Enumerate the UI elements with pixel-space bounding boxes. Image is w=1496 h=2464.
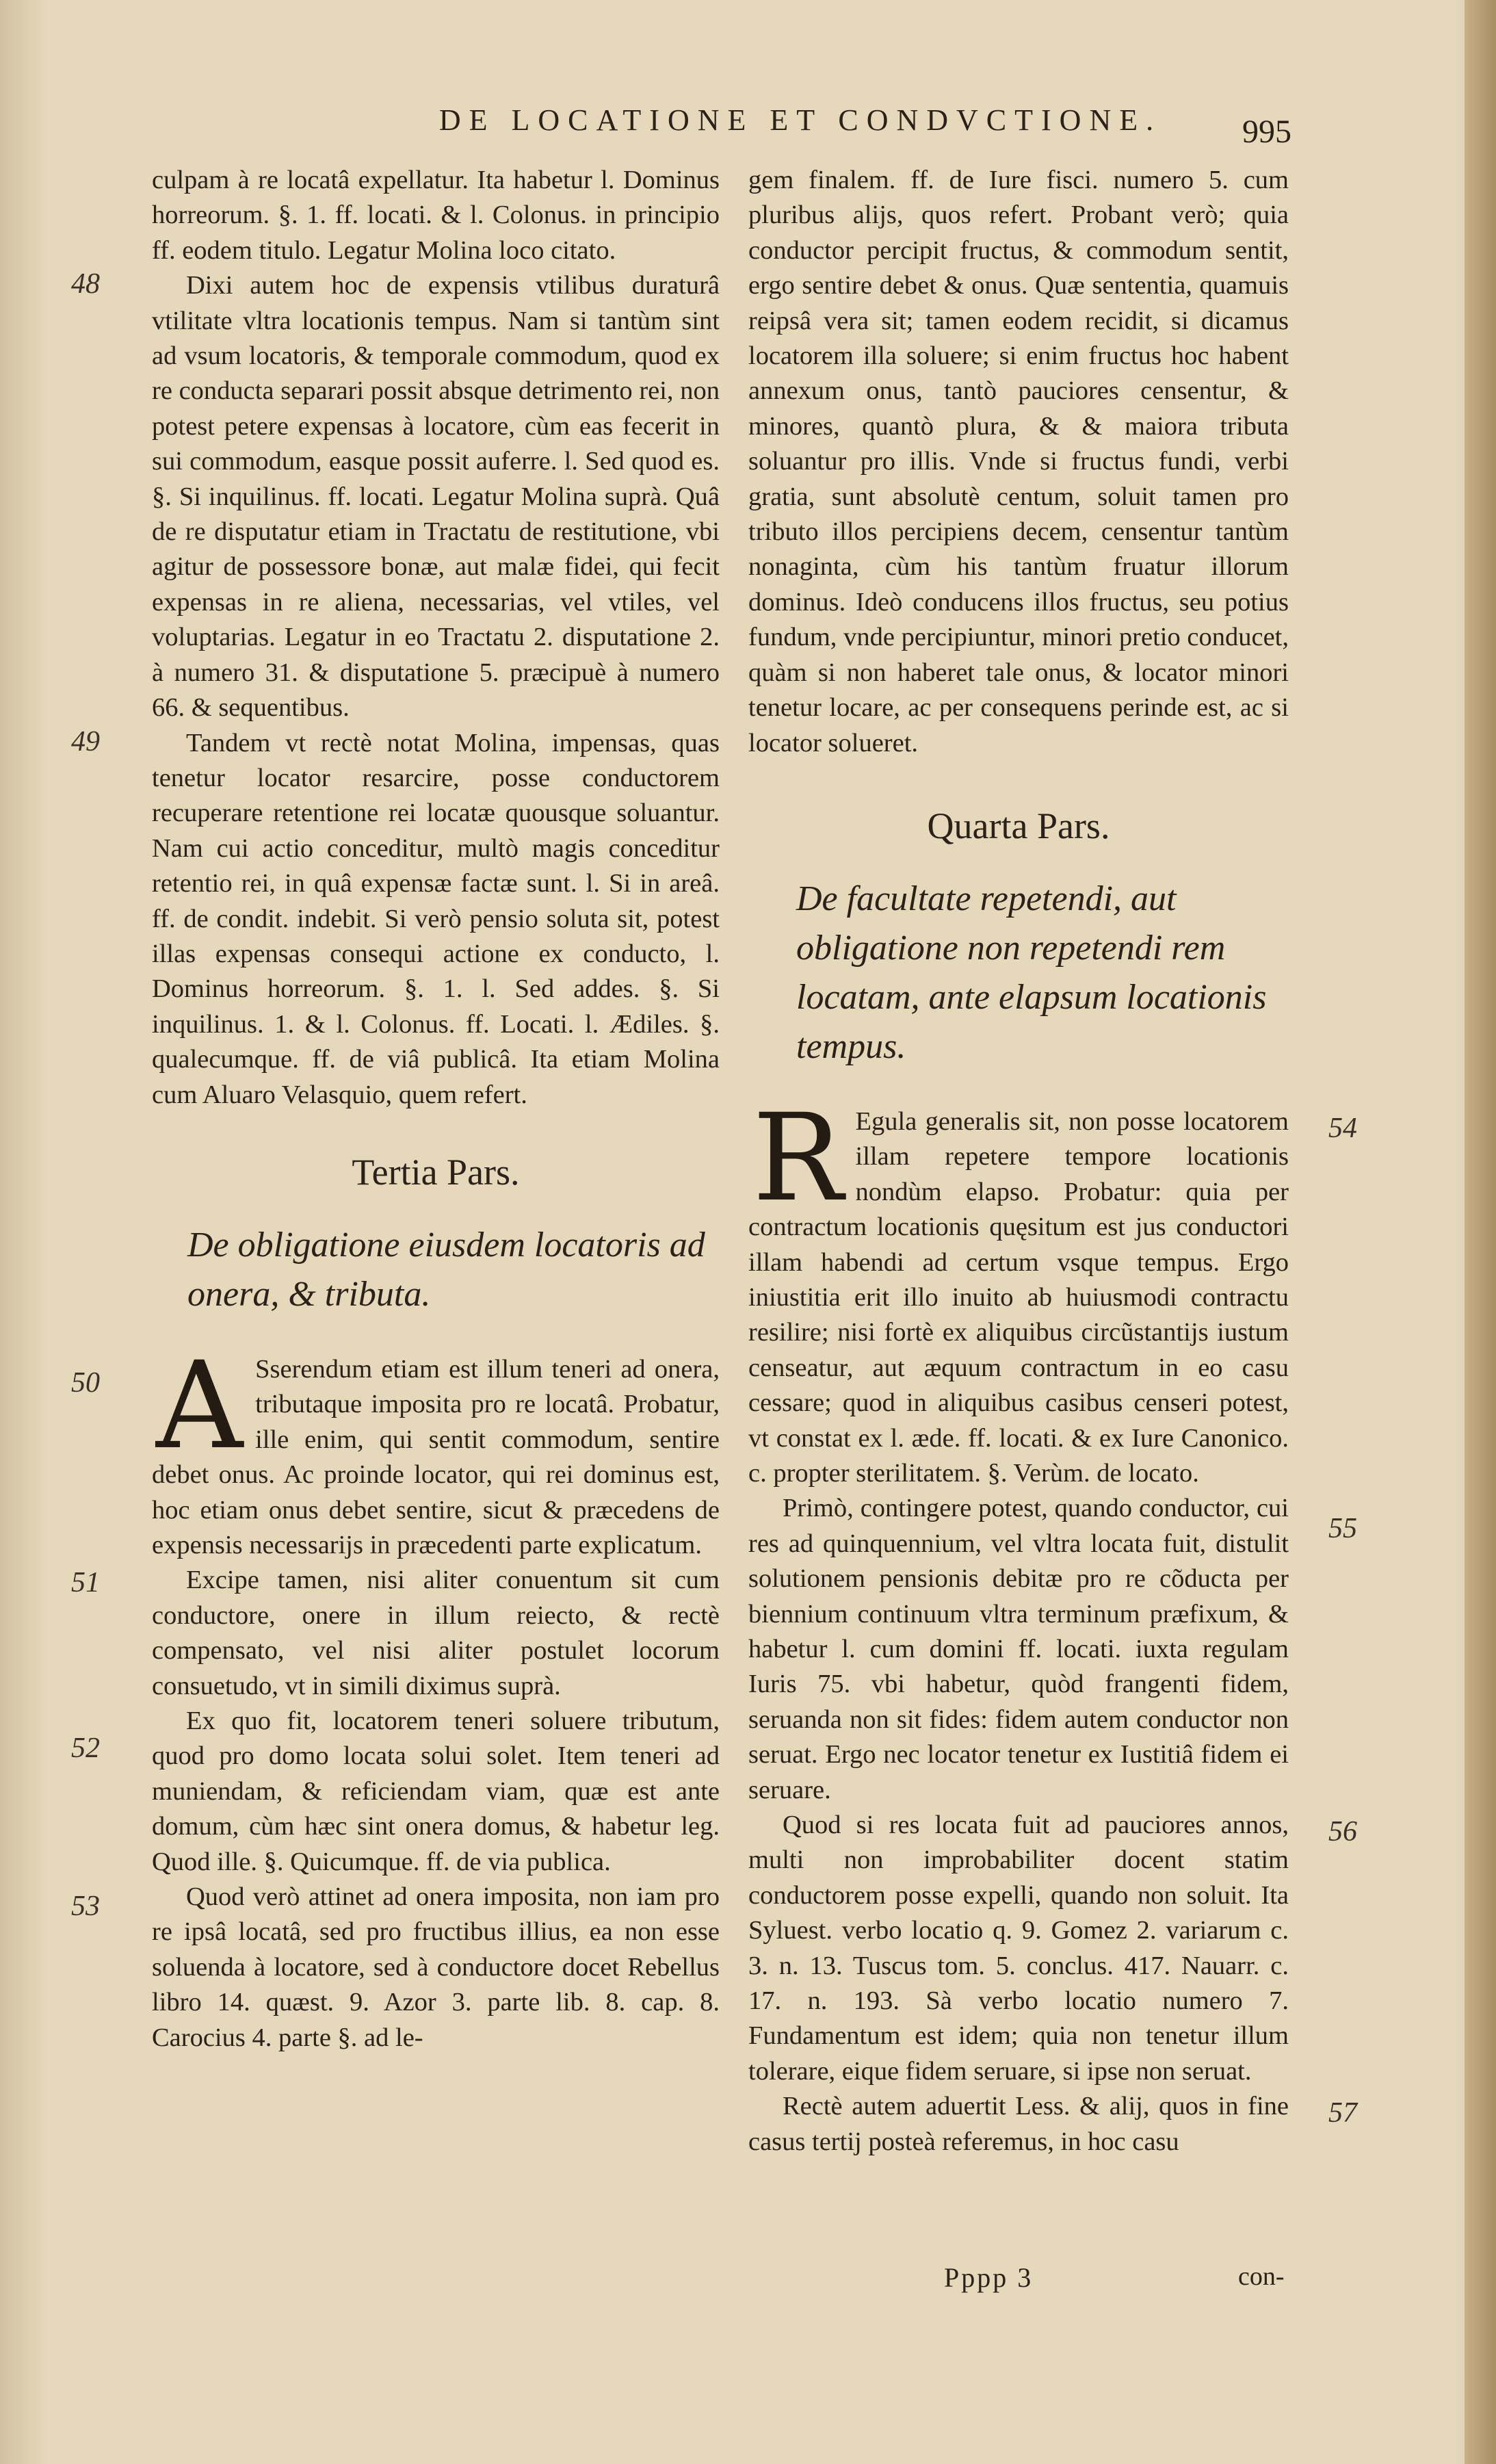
right-column [748,163,1357,2160]
margin-number: 51 [71,1567,100,1599]
margin-number: 49 [71,725,100,757]
paragraph-text: gem finalem. ff. de Iure fisci. numero 5. cum pluribus alijs, quos refert. Probant verò; quia conductor percipit fructus, & commodum sentit, ergo sentire debet & onus. Quæ sententia, quamuis reipsâ vera sit; tamen eodem recidit, si dicamus locatorem illa soluere; si enim fructus hoc habent annexum onus, tantò pauciores censentur, & minores, quantò plura, & & maiora tributa soluantur pro illis. Vnde si fructus fundi, verbi gratia, sunt absolutè centum, soluit tamen pro tributo illos percipiens decem, censentur tantùm nonaginta, cùm his tantùm fruatur illorum dominus. Ideò conducens illos fructus, seu potius fundum, vnde percipiuntur, minori pretio conducet, quàm si non haberet tale onus, & locator minori tenetur locare, ac per consequens perinde est, ac si locator solueret. [748,166,1289,757]
paragraph [71,268,720,725]
paragraph-text: Quod verò attinet ad onera imposita, non iam pro re ipsâ locatâ, sed pro fructibus illius, ea non esse soluenda à locatore, sed à conductore docet Rebellus libro 14. quæst. 9. Azor 3. parte lib. 8. cap. 8. Carocius 4. parte §. ad le- [152,1882,720,2052]
section-subtitle: De obligatione eiusdem locatoris ad onera, & tributa. [187,1225,705,1314]
drop-cap: R [752,1087,843,1228]
left-column [71,163,720,2056]
paragraph [748,1808,1357,2089]
margin-number: 55 [1328,1513,1357,1545]
paragraph-text: culpam à re locatâ expellatur. Ita habetur l. Dominus horreorum. §. 1. ff. locati. & l. Colonus. in principio ff. eodem titulo. Legatur Molina loco citato. [152,166,720,265]
paragraph [748,2089,1357,2160]
paragraph [748,1087,1357,1491]
paragraph-text: Rectè autem aduertit Less. & alij, quos in fine casus tertij posteà referemus, in hoc casu [748,2092,1289,2156]
paragraph-text: Primò, contingere potest, quando conductor, cui res ad quinquennium, vel vltra locata fuit, distulit solutionem pensionis debitæ pro re cõducta per biennium continuum vltra terminum præfixum, & habetur l. cum domini ff. locati. iuxta regulam Iuris 75. vbi habetur, quòd frangenti fidem, seruanda non sit fides: fidem autem conductor non seruat. Ergo nec locator tenetur ex Iustitiâ fidem ei seruare. [748,1494,1289,1804]
paragraph [71,1563,720,1704]
paragraph-text: Quod si res locata fuit ad pauciores annos, multi non improbabiliter docent statim conductorem posse expelli, quando non soluit. Ita Syluest. verbo locatio q. 9. Gomez 2. variarum c. 3. n. 13. Tuscus tom. 5. conclus. 417. Nauarr. c. 17. n. 193. Sà verbo locatio numero 7. Fundamentum est idem; quia non tenetur illum tolerare, eique fidem seruare, si ipse non seruat. [748,1811,1289,2086]
paragraph [71,1704,720,1880]
paragraph [71,1880,720,2056]
page-number: 995 [1242,114,1291,150]
paragraph-text: Egula generalis sit, non posse locatorem illam repetere tempore locationis nondùm elapso. Probatur: quia per contractum locationis quęsitum est jus conductori illam habendi ad certum vsque tempus. Ergo iniustitia erit illo inuito ab huiusmodi contractu resilire; nisi fortè ex aliquibus circũstantijs iustum censeatur, aut æquum contractum in eo casu cessare; quod in aliquibus casibus censeri potest, vt constat ex l. æde. ff. locati. & ex Iure Canonico. c. propter sterilitatem. §. Verùm. de locato. [748,1106,1289,1488]
paragraph [152,163,720,268]
signature-mark: Pppp 3 [944,2262,1034,2293]
margin-number: 57 [1328,2097,1357,2129]
paragraph-text: Dixi autem hoc de expensis vtilibus duraturâ vtilitate vltra locationis tempus. Nam si tantùm sint ad vsum locatoris, & temporale commodum, quod ex re conducta separari possit absque detrimento rei, non potest petere expensas à locatore, cùm eas fecerit in sui commodum, easque possit auferre. l. Sed quod es. §. Si inquilinus. ff. locati. Legatur Molina suprà. Quâ de re disputatur etiam in Tractatu de restitutione, vbi agitur de possessore bonæ, aut malæ fidei, qui fecit expensas in re aliena, necessarias, vel vtiles, vel voluptarias. Legatur in eo Tractatu 2. disputatione 2. à numero 31. & disputatione 5. præcipuè à numero 66. & sequentibus. [152,271,720,723]
running-title: DE LOCATIONE ET CONDVCTIONE. [438,103,1162,137]
paragraph-text: Ex quo fit, locatorem teneri soluere tributum, quod pro domo locata solui solet. Item teneri ad muniendam, & reficiendam viam, quæ est ante domum, cùm hæc sint onera domus, & habetur leg. Quod ille. §. Quicumque. ff. de via publica. [152,1707,720,1876]
paragraph-text: Tandem vt rectè notat Molina, impensas, quas tenetur locator resarcire, posse conductorem recuperare retentione rei locatæ quousque soluantur. Nam cui actio conceditur, multò magis conceditur retentio rei, in quâ expensæ factæ sunt. l. Si in areâ. ff. de condit. indebit. Si verò pensio soluta sit, potest illas expensas consequi actione ex conducto, l. Dominus horreorum. §. 1. l. Sed addes. §. Si inquilinus. 1. & l. Colonus. ff. Locati. l. Ædiles. §. qualecumque. ff. de viâ publicâ. Ita etiam Molina cum Aluaro Velasquio, quem refert. [152,728,720,1109]
margin-number: 56 [1328,1816,1357,1848]
page-edge [1465,0,1496,2464]
paragraph [748,163,1289,761]
margin-number: 52 [71,1733,100,1765]
paragraph-text: Excipe tamen, nisi aliter conuentum sit cum conductore, onere in illum reiecto, & rectè compensato, vel nisi aliter postulet locorum consuetudo, vt in simili diximus suprà. [152,1566,720,1700]
section-subtitle: De facultate repetendi, aut obligatione non repetendi rem locatam, ante elapsum locationis tempus. [796,879,1267,1066]
paragraph-text: Sserendum etiam est illum teneri ad onera, tributaque imposita pro re locatâ. Probatur, ille enim, qui sentit commodum, sentire debet onus. Ac proinde locator, qui rei dominus est, hoc etiam onus debet sentire, sicut & præcedens de expensis necessarijs in præcedenti parte explicatum. [152,1354,720,1559]
paragraph [71,725,720,1113]
margin-number: 53 [71,1891,100,1923]
margin-number: 48 [71,268,100,300]
paragraph [748,1491,1357,1808]
section-title: Quarta Pars. [927,805,1110,846]
catchword: con- [1238,2262,1285,2291]
margin-number: 54 [1328,1112,1357,1144]
section-title: Tertia Pars. [352,1151,520,1193]
paragraph [71,1335,720,1563]
margin-number: 50 [71,1366,100,1399]
drop-cap: A [156,1335,244,1476]
